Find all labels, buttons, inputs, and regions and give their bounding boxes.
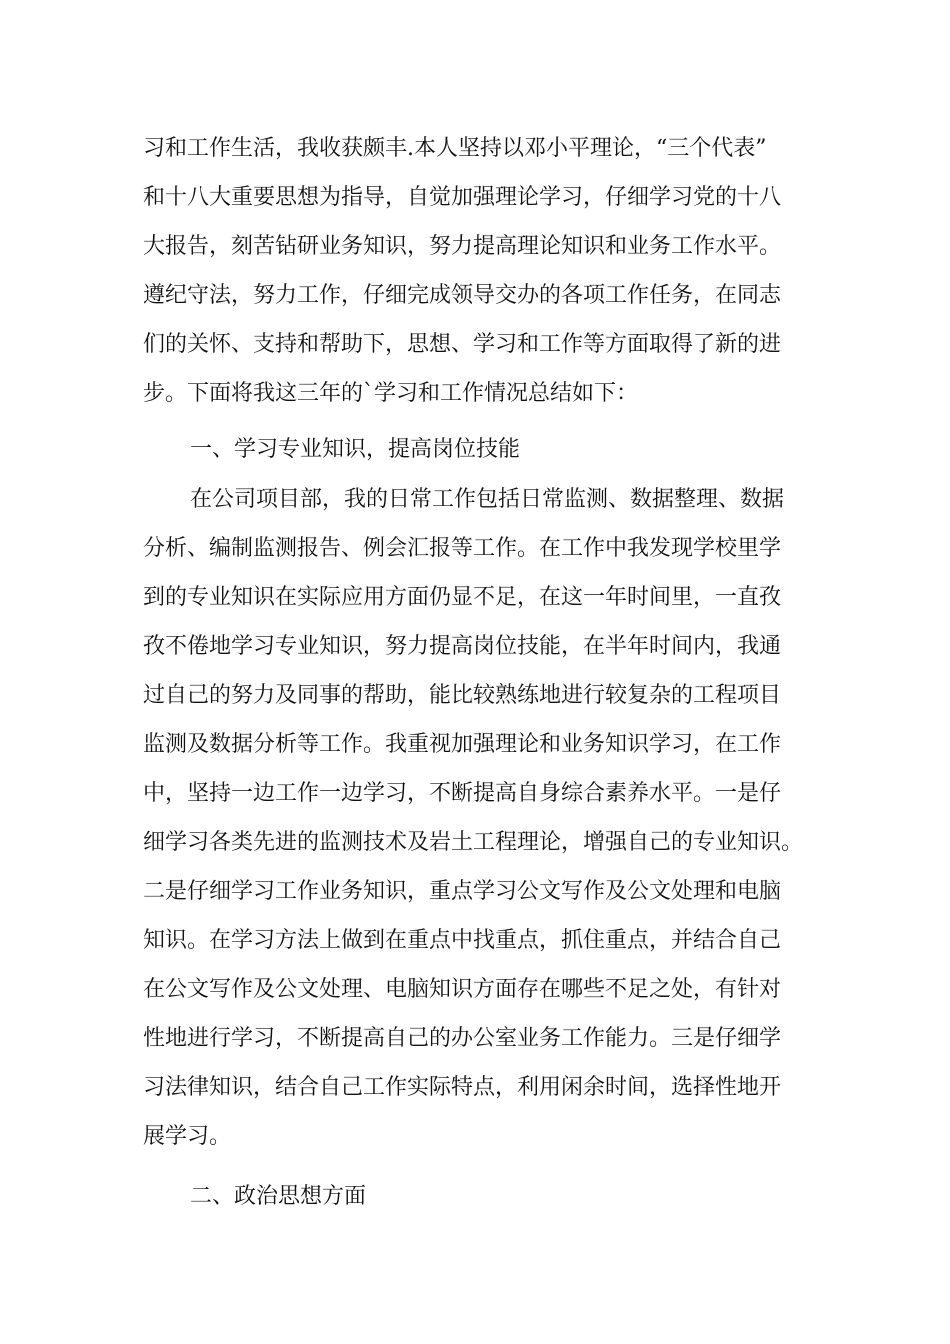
text-line: 习法律知识，结合自己工作实际特点，利用闲余时间，选择性地开 [143,1075,782,1100]
text-line: 分析、编制监测报告、例会汇报等工作。在工作中我发现学校里学 [143,536,782,561]
text-line: 中，坚持一边工作一边学习，不断提高自身综合素养水平。一是仔 [143,781,782,806]
text-line: 性地进行学习，不断提高自己的办公室业务工作能力。三是仔细学 [143,1026,782,1051]
text-line: 们的关怀、支持和帮助下，思想、学习和工作等方面取得了新的进 [143,332,782,357]
text-line: 二是仔细学习工作业务知识，重点学习公文写作及公文处理和电脑 [143,879,782,904]
text-line: 孜不倦地学习专业知识，努力提高岗位技能，在半年时间内，我通 [143,634,782,659]
text-line: 大报告，刻苦钻研业务知识，努力提高理论知识和业务工作水平。 [143,234,782,259]
text-line: 步。下面将我这三年的`学习和工作情况总结如下： [143,381,639,406]
section-heading: 一、学习专业知识，提高岗位技能 [190,437,521,462]
text-line: 过自己的努力及同事的帮助，能比较熟练地进行较复杂的工程项目 [143,683,782,708]
text-line: 展学习。 [143,1124,232,1149]
text-line: 在公司项目部，我的日常工作包括日常监测、数据整理、数据 [190,487,785,512]
text-line: 细学习各类先进的监测技术及岩土工程理论，增强自己的专业知识。 [143,830,804,855]
section-heading: 二、政治思想方面 [190,1184,367,1209]
text-line: 知识。在学习方法上做到在重点中找重点，抓住重点，并结合自己 [143,928,782,953]
text-line: 到的专业知识在实际应用方面仍显不足，在这一年时间里，一直孜 [143,585,782,610]
text-line: 遵纪守法，努力工作，仔细完成领导交办的各项工作任务，在同志 [143,283,782,308]
text-line: 在公文写作及公文处理、电脑知识方面存在哪些不足之处，有针对 [143,977,782,1002]
text-line: 监测及数据分析等工作。我重视加强理论和业务知识学习，在工作 [143,732,782,757]
text-line: 和十八大重要思想为指导，自觉加强理论学习，仔细学习党的十八 [143,185,782,210]
text-line: 习和工作生活，我收获颇丰.本人坚持以邓小平理论，“三个代表” [143,136,767,161]
